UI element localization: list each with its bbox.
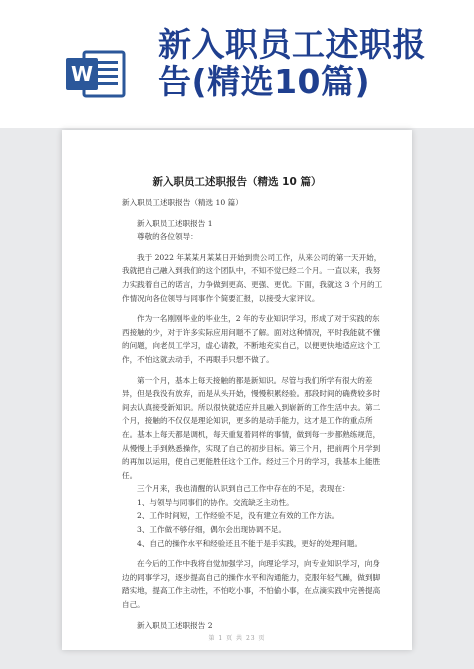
- paragraph: 新入职员工述职报告 1: [137, 218, 213, 228]
- list-item: 4、自己的操作水平和经验还且不能于是手实践，更好的处理问题。: [137, 538, 363, 548]
- paragraph: 作为一名刚刚毕业的毕业生，2 年的专业知识学习，形成了对于实践的东西接触的少，对于许多实际应用问题不了解。面对这种情况，平时我能就不懂的问题，向老员工学习，虚心请教，不断地充实自己，以便更快地适应这个工作，不怕这就去动手，不再眼手只想不做了。: [122, 314, 381, 364]
- paragraph: 在今后的工作中我将自觉加强学习，向理论学习，向专业知识学习，向身边的同事学习，逐步提高自己的操作水平和沟通能力，克服年轻气躁，做到脚踏实地，提高工作主动性，不怕吃小事，不怕偷小事，在点滴实践中完善提高自己。: [122, 559, 381, 610]
- paragraph: 三个月来，我也清醒的认识到自己工作中存在的不足，表现在：: [137, 484, 350, 494]
- page-title: 新入职员工述职报告(精选10篇): [158, 25, 426, 101]
- document-page[interactable]: [62, 130, 412, 650]
- paragraph: 我于 2022 年某某月某某日开始到贵公司工作，从来公司的第一天开始，我就把自己融入到我们的这个团队中，不知不觉已经二个月。一直以来，我努力实践着自己的诺言，力争做到更高、更强、更优。下面，我就这 3 个月的工作情况向各位领导与同事作个简要汇报，以接受大家评议。: [122, 252, 383, 303]
- paragraph: 新入职员工述职报告（精选 10 篇）: [122, 198, 243, 207]
- word-icon-letter: W: [70, 62, 94, 86]
- header-banner: [0, 0, 474, 128]
- paragraph: 尊敬的各位领导：: [137, 232, 198, 242]
- list-item: 1、与领导与同事们的协作。交流缺乏主动性。: [137, 497, 294, 507]
- word-document-icon: [66, 46, 126, 102]
- paragraph: 第一个月，基本上每天接触的都是新知识。尽管与我们所学有很大的差异，但是我没有放弃，而是从头开始，慢慢积累经验。那段时间的确费较多时间去认真接受新知识。所以很快就适应并且融入到崭新的工作生活中去。第二个月，接触的不仅仅是理论知识，更多的是动手能力，这才是工作的重点所在。基本上每天都是调机，每天重复着同样的事情，做到每一步都熟练规范，从慢慢上手到熟悉操作，实现了自己的初步目标。第三个月，把前两个月学到的再加以运用，使自己更能胜任这个工作。经过三个月的学习，我基本上能胜任。: [122, 375, 381, 480]
- document-body: [122, 196, 386, 632]
- paragraph: 新入职员工述职报告 2: [137, 620, 213, 630]
- list-item: 2、工作时间短，工作经验不足，没有建立有效的工作方法。: [137, 511, 340, 521]
- document-title: 新入职员工述职报告（精选 10 篇）: [152, 176, 322, 188]
- list-item: 3、工作做不够仔细，偶尔会出现协调不足。: [137, 525, 287, 535]
- page-number: 第 1 页 共 23 页: [208, 635, 266, 642]
